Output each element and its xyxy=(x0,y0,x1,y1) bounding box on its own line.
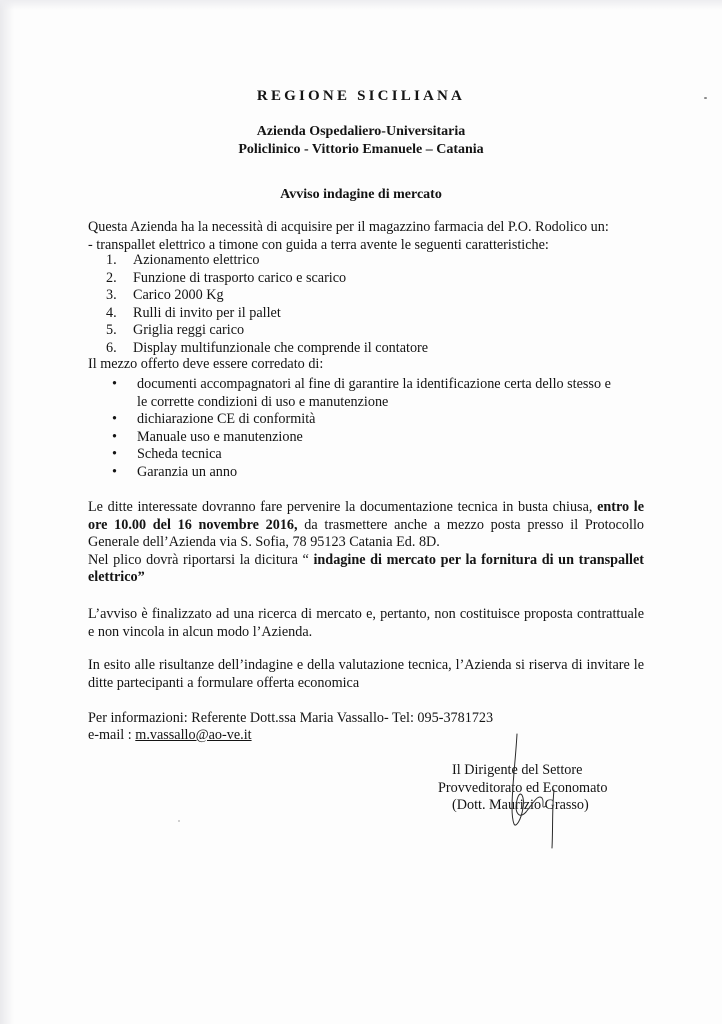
list-item xyxy=(106,287,428,305)
list-item xyxy=(106,252,428,270)
list-number: 6. xyxy=(106,339,117,356)
document-subject: Avviso indagine di mercato xyxy=(280,187,442,202)
deadline-text: Le ditte interessate dovranno fare pervenire la documentazione tecnica in busta chiusa, xyxy=(88,499,598,515)
scan-speck xyxy=(178,820,180,822)
list-item xyxy=(112,464,642,482)
region-heading: REGIONE SICILIANA xyxy=(256,88,466,104)
signatory-title: Il Dirigente del Settore xyxy=(452,762,583,778)
deadline-date: entro le ore 10.00 del 16 novembre 2016, xyxy=(88,499,645,533)
list-number: 3. xyxy=(106,287,117,303)
list-item-text: Rulli di invito per il pallet xyxy=(133,304,281,321)
email-label: e-mail : xyxy=(88,727,136,743)
list-item-text: Scheda tecnica xyxy=(137,446,222,462)
bullet-icon: • xyxy=(112,411,117,427)
list-number: 1. xyxy=(106,252,117,268)
organization-location: Policlinico - Vittorio Emanuele – Catania xyxy=(238,142,484,157)
list-item-text: le corrette condizioni di uso e manutenzione xyxy=(137,393,389,410)
bullet-icon: • xyxy=(112,428,117,445)
outcome-paragraph: In esito alle risultanze dell’indagine e della valutazione tecnica, l’Azienda si riserva di invitare le ditte partecipanti a formulare offerta economica xyxy=(88,657,644,691)
list-number: 4. xyxy=(106,304,117,321)
handwritten-signature xyxy=(490,728,570,852)
email-link[interactable]: m.vassallo@ao-ve.it xyxy=(135,727,252,743)
list-item-text: Carico 2000 Kg xyxy=(133,287,224,303)
list-number: 2. xyxy=(106,269,117,286)
scan-top-shadow xyxy=(0,0,722,10)
characteristics-list xyxy=(106,252,428,357)
list-item-text: Garanzia un anno xyxy=(137,463,238,480)
list-item xyxy=(112,411,642,429)
list-item-text: Display multifunzionale che comprende il contatore xyxy=(133,339,429,356)
list-item-text: dichiarazione CE di conformità xyxy=(137,411,316,427)
list-item xyxy=(106,340,428,358)
bullet-icon: • xyxy=(112,446,117,462)
intro-line: - transpallet elettrico a timone con guida a terra avente le seguenti caratteristiche: xyxy=(88,236,549,253)
envelope-label-text: Nel plico dovrà riportarsi la dicitura “ xyxy=(88,551,314,568)
bullet-icon: • xyxy=(112,463,117,480)
documents-list xyxy=(112,376,642,481)
signatory-name: (Dott. Maurizio Grasso) xyxy=(452,797,589,813)
list-number: 5. xyxy=(106,322,117,338)
envelope-label: indagine di mercato per la fornitura di un transpallet elettrico” xyxy=(88,551,645,585)
list-item xyxy=(106,322,428,340)
contact-info: Per informazioni: Referente Dott.ssa Maria Vassallo- Tel: 095-3781723 xyxy=(88,710,494,726)
list-item-text: Funzione di trasporto carico e scarico xyxy=(133,269,347,286)
signatory-department: Provveditorato ed Economato xyxy=(438,780,608,796)
list-item-text: documenti accompagnatori al fine di garantire la identificazione certa dello stesso e xyxy=(137,376,611,392)
disclaimer-paragraph: L’avviso è finalizzato ad una ricerca di mercato e, pertanto, non costituisce proposta contrattuale e non vincola in alcun modo l’Azienda. xyxy=(88,606,644,640)
list-item xyxy=(112,376,642,411)
intro-paragraph xyxy=(88,219,644,254)
list-item xyxy=(106,270,428,288)
list-item-text: Manuale uso e manutenzione xyxy=(137,428,303,445)
list-item xyxy=(112,429,642,447)
list-item xyxy=(106,305,428,323)
deadline-paragraph xyxy=(88,499,644,587)
deadline-text: da trasmettere anche a mezzo posta presso il Protocollo Generale dell’Azienda via S. Sofia, 78 95123 Catania Ed. 8D. xyxy=(88,516,644,550)
list-item-text: Azionamento elettrico xyxy=(133,252,260,268)
list-item xyxy=(112,446,642,464)
bullet-icon: • xyxy=(112,376,117,392)
intro-line: Questa Azienda ha la necessità di acquisire per il magazzino farmacia del P.O. Rodolico un: xyxy=(88,219,609,235)
requirements-intro: Il mezzo offerto deve essere corredato di: xyxy=(88,356,324,372)
list-item-text: Griglia reggi carico xyxy=(133,322,245,338)
organization-name: Azienda Ospedaliero-Universitaria xyxy=(256,124,466,139)
